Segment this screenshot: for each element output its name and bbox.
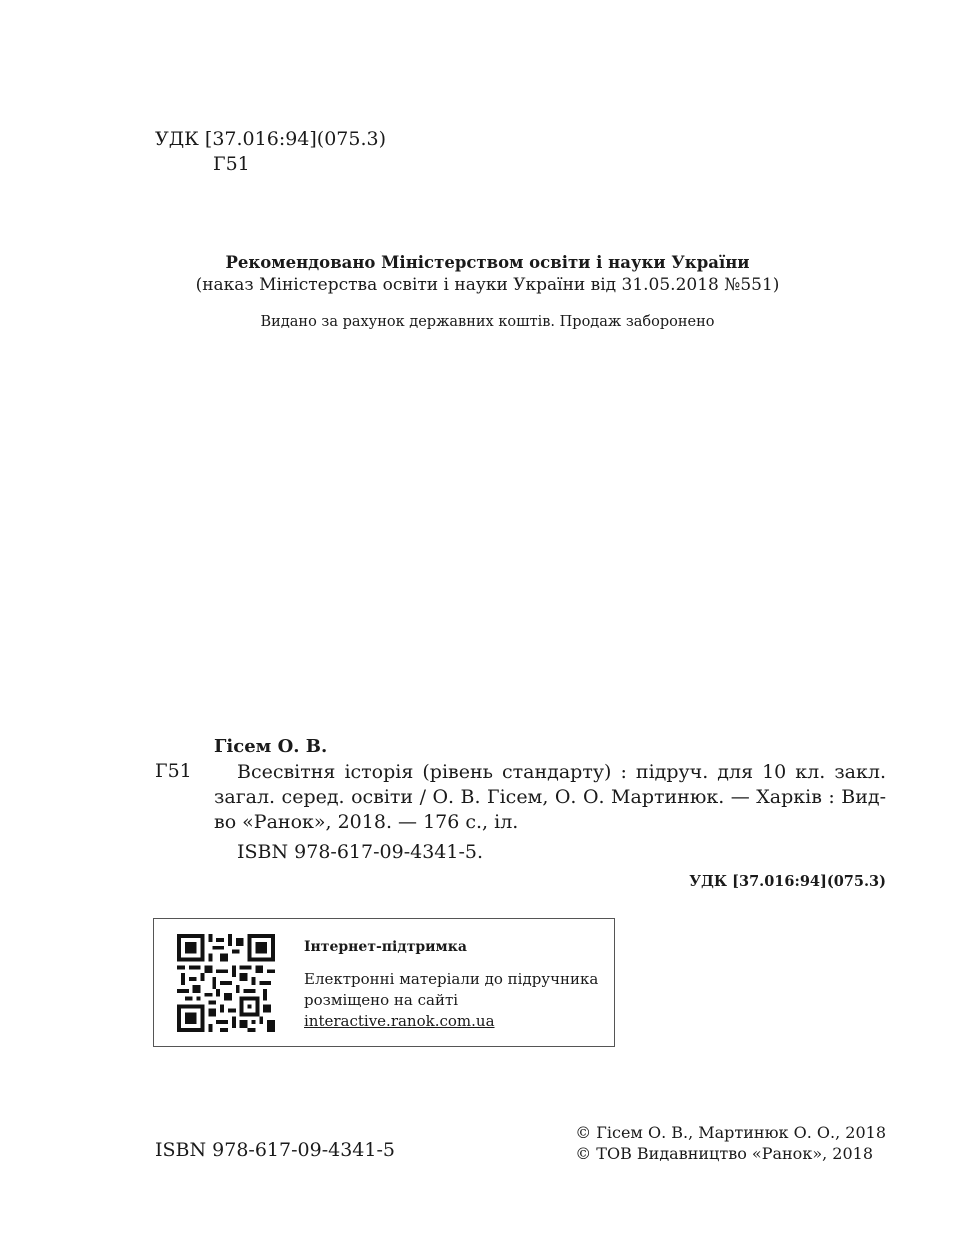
recommendation-order: (наказ Міністерства освіти і науки України від 31.05.2018 №551)	[195, 275, 780, 295]
copyright-authors: © Гісем О. В., Мартинюк О. О., 2018	[575, 1123, 886, 1142]
support-line-1: Електронні матеріали до підручника	[304, 970, 599, 988]
bibliography-code: Г51	[155, 760, 192, 782]
internet-support-box	[153, 918, 615, 1047]
author-code: Г51	[213, 153, 250, 175]
support-line-2: розміщено на сайті	[304, 991, 459, 1009]
bibliography-udk: УДК [37.016:94](075.3)	[689, 873, 886, 890]
udk-code: УДК [37.016:94](075.3)	[155, 128, 387, 150]
bibliographic-description: Всесвітня історія (рівень стандарту) : підруч. для 10 кл. закл. загал. серед. освіти / О. В. Гісем, О. О. Мартинюк. — Харків : Вид-во «Ранок», 2018. — 176 с., іл.	[214, 761, 886, 833]
support-description	[304, 969, 598, 1032]
copyright-publisher: © ТОВ Видавництво «Ранок», 2018	[575, 1144, 873, 1163]
footer-isbn: ISBN 978-617-09-4341-5	[155, 1139, 395, 1161]
author-name: Гісем О. В.	[214, 736, 328, 757]
qr-code-icon[interactable]	[177, 934, 275, 1032]
udk-header	[155, 127, 386, 177]
bibliography-isbn: ISBN 978-617-09-4341-5.	[237, 841, 484, 863]
support-website-link[interactable]: interactive.ranok.com.ua	[304, 1012, 495, 1030]
copyright-block	[575, 1122, 886, 1164]
funding-note: Видано за рахунок державних коштів. Продаж заборонено	[260, 314, 715, 330]
support-title: Інтернет-підтримка	[304, 939, 467, 955]
recommendation-title: Рекомендовано Міністерством освіти і науки України	[225, 253, 750, 272]
